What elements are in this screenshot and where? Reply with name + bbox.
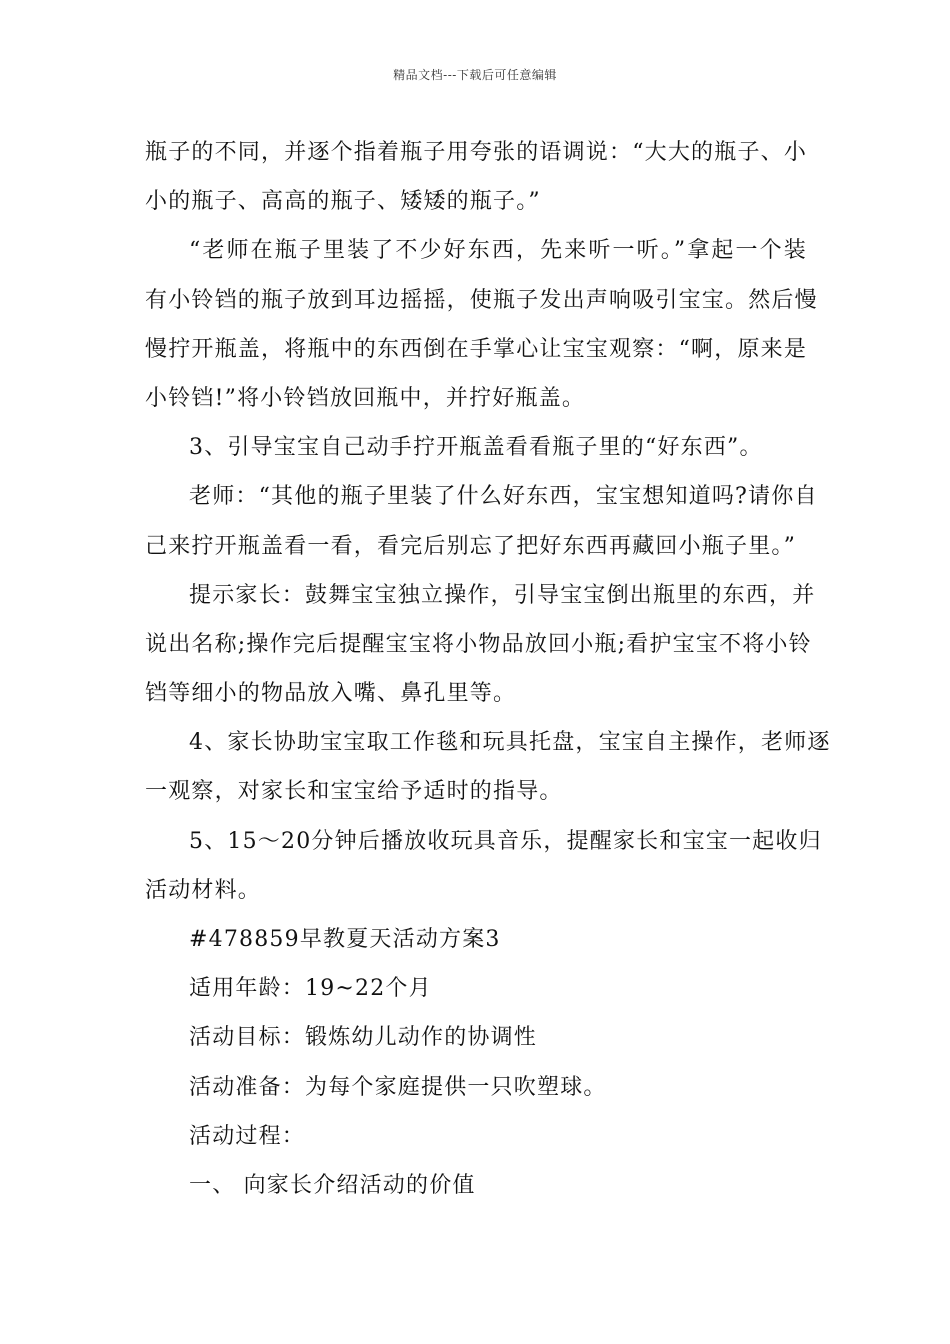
- text-line: 活动过程：: [189, 1123, 306, 1149]
- text-line: 瓶子的不同，并逐个指着瓶子用夸张的语调说：“大大的瓶子、小: [145, 140, 808, 165]
- text-line: 4、家长协助宝宝取工作毯和玩具托盘，宝宝自主操作，老师逐: [189, 730, 831, 756]
- text-line: 活动目标：锻炼幼儿动作的协调性: [189, 1025, 538, 1051]
- text-line: 己来拧开瓶盖看一看，看完后别忘了把好东西再藏回小瓶子里。”: [145, 533, 797, 559]
- text-line: 3、引导宝宝自己动手拧开瓶盖看看瓶子里的“好东西”。: [189, 435, 763, 461]
- text-line: 一观察，对家长和宝宝给予适时的指导。: [145, 779, 563, 805]
- text-line: 有小铃铛的瓶子放到耳边摇摇，使瓶子发出声响吸引宝宝。然后慢: [145, 287, 818, 313]
- section-heading: #478859早教夏天活动方案3: [189, 927, 501, 952]
- text-line: “老师在瓶子里装了不少好东西，先来听一听。”拿起一个装: [189, 238, 807, 264]
- text-line: 说出名称;操作完后提醒宝宝将小物品放回小瓶;看护宝宝不将小铃: [145, 631, 812, 657]
- text-line: 适用年龄：19~22个月: [189, 976, 432, 1002]
- document-body: [145, 128, 831, 1210]
- text-line: 活动材料。: [145, 877, 262, 903]
- page-header: 精品文档---下载后可任意编辑: [393, 68, 557, 82]
- text-line: 小铃铛!”将小铃铛放回瓶中，并拧好瓶盖。: [145, 385, 586, 411]
- text-line: 小的瓶子、高高的瓶子、矮矮的瓶子。”: [145, 189, 541, 215]
- text-line: 一、 向家长介绍活动的价值: [189, 1172, 476, 1198]
- text-line: 5、15～20分钟后播放收玩具音乐，提醒家长和宝宝一起收归: [189, 828, 822, 854]
- text-line: 慢拧开瓶盖，将瓶中的东西倒在手掌心让宝宝观察：“啊，原来是: [145, 336, 808, 362]
- text-line: 老师：“其他的瓶子里装了什么好东西，宝宝想知道吗?请你自: [189, 484, 818, 510]
- text-line: 铛等细小的物品放入嘴、鼻孔里等。: [145, 681, 517, 707]
- text-line: 活动准备：为每个家庭提供一只吹塑球。: [189, 1074, 607, 1100]
- text-line: 提示家长：鼓舞宝宝独立操作，引导宝宝倒出瓶里的东西，并: [189, 582, 816, 608]
